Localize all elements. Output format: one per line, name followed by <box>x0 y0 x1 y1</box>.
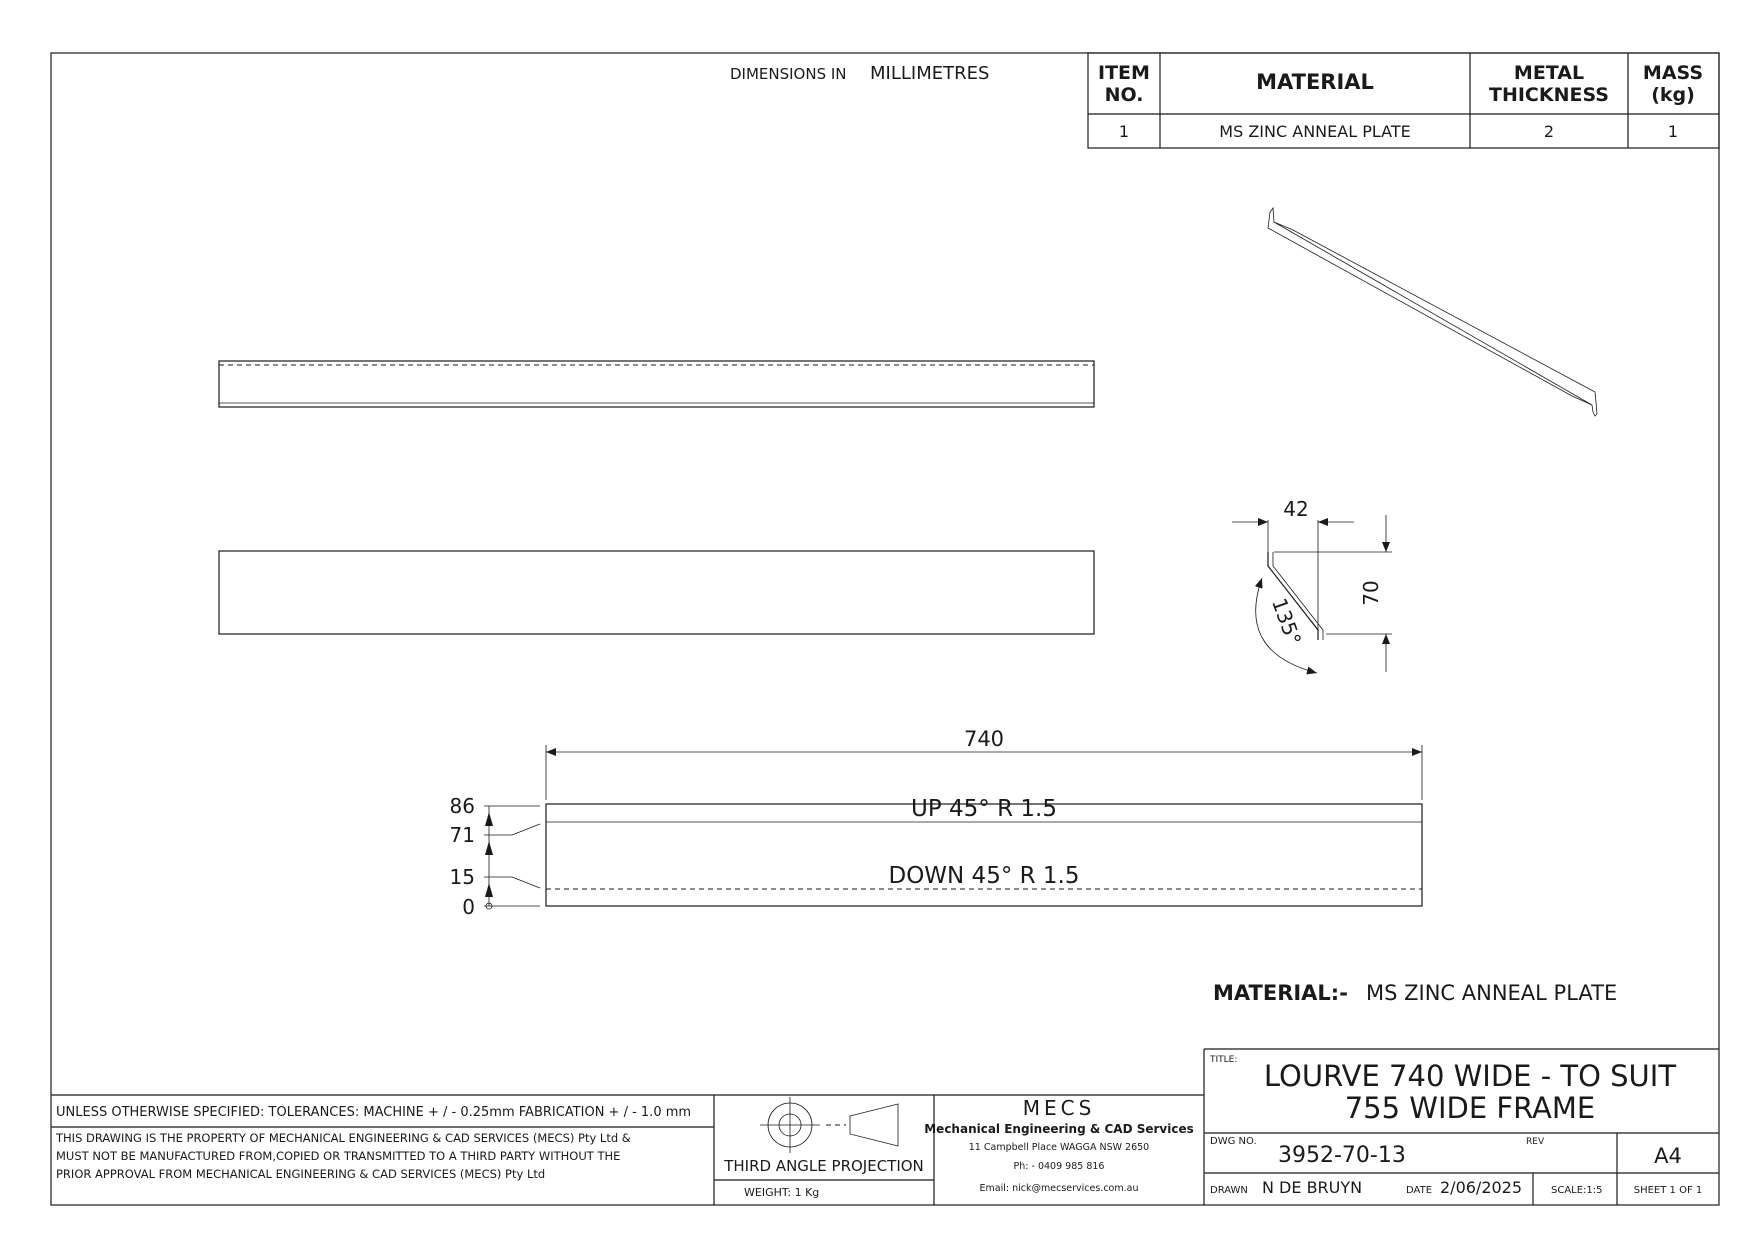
bom-table <box>1088 53 1719 148</box>
dwg-no-label: DWG NO. <box>1210 1136 1257 1147</box>
bom-cell-thickness: 2 <box>1543 122 1555 141</box>
company-logo: MECS <box>1022 1096 1096 1120</box>
property-note-line3: PRIOR APPROVAL FROM MECHANICAL ENGINEERING & CAD SERVICES (MECS) Pty Ltd <box>56 1167 546 1181</box>
isometric-view <box>1268 208 1597 416</box>
scale-label: SCALE:1:5 <box>1551 1185 1603 1196</box>
tolerances-note: UNLESS OTHERWISE SPECIFIED: TOLERANCES: MACHINE + / - 0.25mm FABRICATION + / - 1.0 mm <box>56 1105 692 1120</box>
bom-header-item-2: NO. <box>1104 84 1144 106</box>
drawing-title-line2: 755 WIDE FRAME <box>1344 1091 1596 1125</box>
projection-label: THIRD ANGLE PROJECTION <box>724 1157 924 1175</box>
bom-cell-material: MS ZINC ANNEAL PLATE <box>1219 122 1411 141</box>
property-note-line1: THIS DRAWING IS THE PROPERTY OF MECHANICAL ENGINEERING & CAD SERVICES (MECS) Pty Ltd & <box>56 1131 631 1145</box>
top-view <box>219 361 1094 407</box>
section-view <box>1232 497 1392 673</box>
bom-cell-mass: 1 <box>1667 122 1679 141</box>
company-email: Email: nick@mecservices.com.au <box>979 1183 1139 1194</box>
dim-length-740: 740 <box>963 727 1005 751</box>
third-angle-projection-icon <box>760 1097 898 1153</box>
bend-note-up: UP 45° R 1.5 <box>911 796 1057 822</box>
company-phone: Ph: - 0409 985 816 <box>1013 1161 1105 1172</box>
company-address: 11 Campbell Place WAGGA NSW 2650 <box>968 1142 1150 1153</box>
bom-header-mass-1: MASS <box>1642 62 1704 84</box>
bom-header-item-1: ITEM <box>1098 62 1150 84</box>
ordinate-0: 0 <box>462 895 475 919</box>
front-view <box>219 551 1094 634</box>
drawn-by: N DE BRUYN <box>1262 1178 1363 1197</box>
sheet-size: A4 <box>1654 1144 1682 1168</box>
dwg-no-value: 3952-70-13 <box>1278 1143 1406 1168</box>
bom-header-thickness-2: THICKNESS <box>1489 84 1609 106</box>
ordinate-15: 15 <box>449 865 475 889</box>
company-name: Mechanical Engineering & CAD Services <box>924 1122 1194 1136</box>
dimensions-label: DIMENSIONS IN <box>730 65 847 83</box>
rev-label: REV <box>1526 1137 1545 1147</box>
bom-header-mass-2: (kg) <box>1651 84 1695 106</box>
drawn-label: DRAWN <box>1210 1185 1248 1196</box>
material-note-value: MS ZINC ANNEAL PLATE <box>1366 981 1618 1005</box>
material-note-label: MATERIAL:- <box>1213 981 1348 1005</box>
ordinate-71: 71 <box>449 823 475 847</box>
ordinate-86: 86 <box>449 794 475 818</box>
date-value: 2/06/2025 <box>1440 1178 1523 1197</box>
bom-cell-item: 1 <box>1118 122 1130 141</box>
dimensions-unit: MILLIMETRES <box>870 63 990 84</box>
sheet-border <box>51 53 1719 1205</box>
bom-header-material: MATERIAL <box>1256 70 1374 94</box>
flat-pattern <box>450 727 1422 919</box>
bom-header-thickness-1: METAL <box>1513 62 1585 84</box>
dim-angle-135: 135° <box>1267 594 1307 649</box>
dim-height-70: 70 <box>1359 580 1383 606</box>
title-label: TITLE: <box>1210 1055 1238 1065</box>
weight-label: WEIGHT: 1 Kg <box>744 1186 820 1199</box>
property-note-line2: MUST NOT BE MANUFACTURED FROM,COPIED OR TRANSMITTED TO A THIRD PARTY WITHOUT THE <box>56 1149 621 1163</box>
title-block <box>51 1049 1719 1205</box>
sheet-number: SHEET 1 OF 1 <box>1633 1185 1703 1196</box>
dim-width-42: 42 <box>1283 497 1309 521</box>
date-label: DATE <box>1406 1185 1433 1196</box>
bend-note-down: DOWN 45° R 1.5 <box>888 863 1080 889</box>
drawing-title-line1: LOURVE 740 WIDE - TO SUIT <box>1263 1059 1677 1093</box>
